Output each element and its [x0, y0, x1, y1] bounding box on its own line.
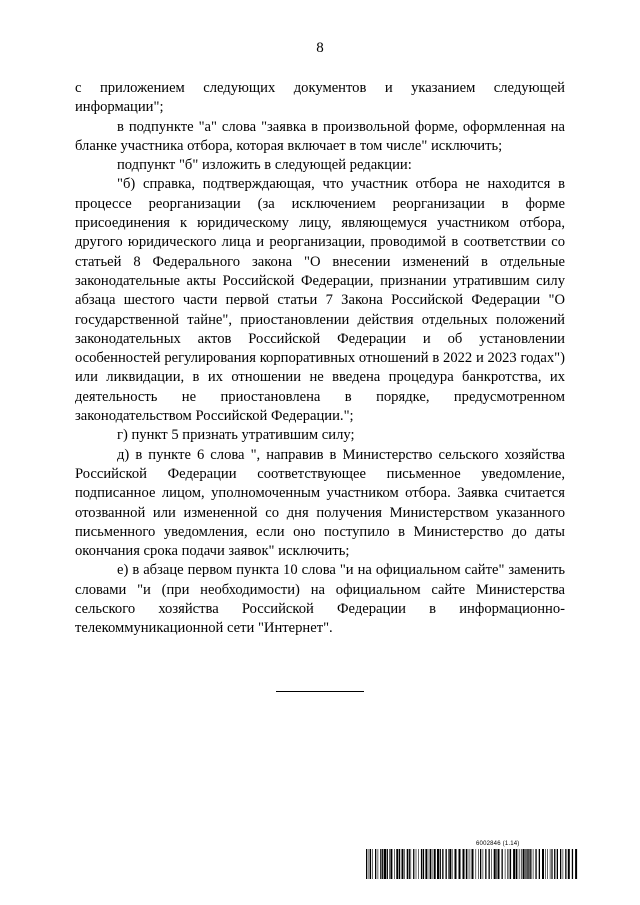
paragraph-subitem-b-text: "б) справка, подтверждающая, что участник отбора не находится в процессе реорганизации (за исключением реорганизации в форме присоединения к юридическому лицу, являющемуся участником отбора, другого юридического лица и реорганизации, проводимой в соответствии со статьей 8 Федерального закона "О внесении изменений в отдельные законодательные акты Российской Федерации, признании утратившим силу абзаца шестого части первой статьи 7 Закона Российской Федерации "О государственной тайне", приостановлении действия отдельных положений законодательных актов Российской Федерации и об установлении особенностей регулирования корпоративных отношений в 2022 и 2023 годах") или ликвидации, в их отношении не введена процедура банкротства, их деятельность не приостановлена в порядке, предусмотренном законодательством Российской Федерации."; [75, 176, 565, 425]
barcode-bar [472, 849, 474, 879]
barcode-bar [528, 849, 529, 879]
paragraph-item-g: г) пункт 5 признать утратившим силу; [117, 427, 355, 444]
barcode-bar [535, 849, 536, 879]
barcode-bar [542, 849, 544, 879]
barcode-bar [440, 849, 441, 879]
barcode-bar [518, 849, 519, 879]
barcode-bar [375, 849, 376, 879]
barcode-bar [489, 849, 490, 879]
barcode-bar [509, 849, 510, 879]
barcode-bar [448, 849, 449, 879]
barcode-bar [430, 849, 431, 879]
barcode-bar [470, 849, 471, 879]
barcode-bar [407, 849, 408, 879]
barcode-bar [369, 849, 370, 879]
barcode-bar [485, 849, 486, 879]
barcode-bar [510, 849, 511, 879]
barcode-bar [568, 849, 570, 879]
barcode-bar [416, 849, 417, 879]
barcode-bar [505, 849, 506, 879]
barcode-bar [507, 849, 508, 879]
barcode-bar [390, 849, 392, 879]
barcode-bar [404, 849, 405, 879]
barcode-bar [521, 849, 522, 879]
barcode-bar [513, 849, 515, 879]
paragraph-subitem-a: в подпункте "а" слова "заявка в произвольной форме, оформленная на бланке участника отбора, которая включает в том числе" исключить; [75, 118, 565, 154]
barcode-bar [396, 849, 398, 879]
barcode-bar [413, 849, 414, 879]
end-divider-line [276, 691, 364, 692]
barcode-bar [554, 849, 555, 879]
barcode-bar [468, 849, 469, 879]
barcode-bar [530, 849, 531, 879]
barcode-bar [372, 849, 373, 879]
barcode-bar [550, 849, 551, 879]
paragraph-item-e: е) в абзаце первом пункта 10 слова "и на официальном сайте" заменить словами "и (при необходимости) на официальном сайте Министерства сельского хозяйства Российской Федерации в информационно-телекоммуникационной сети "Интернет". [75, 562, 565, 637]
barcode-bar [480, 849, 481, 879]
barcode-bar [402, 849, 404, 879]
barcode-bar [442, 849, 443, 879]
barcode-bar [429, 849, 430, 879]
barcode-bar [525, 849, 526, 879]
paragraph-subitem-b-intro: подпункт "б" изложить в следующей редакции: [117, 157, 412, 174]
barcode-bar [563, 849, 564, 879]
barcode-bar [425, 849, 427, 879]
barcode-bar [384, 849, 386, 879]
barcode-bar [478, 849, 479, 879]
barcode-bar [455, 849, 457, 879]
barcode-bar [432, 849, 433, 879]
barcode-bar [552, 849, 553, 879]
barcode-bar [547, 849, 548, 879]
barcode-bar [572, 849, 573, 879]
barcode-bar [494, 849, 496, 879]
barcode-bar [520, 849, 521, 879]
barcode-bar [526, 849, 527, 879]
barcode-bar [476, 849, 477, 879]
barcode-bar [382, 849, 383, 879]
paragraph-item-d: д) в пункте 6 слова ", направив в Министерство сельского хозяйства Российской Федерации соответствующее письменное уведомление, подписанное лицом, уполномоченным участником отбора. Заявка считается отозванной или измененной со дня получения Министерством указанного письменного уведомления, если оно поступило в Министерство до даты окончания срока подачи заявок" исключить; [75, 446, 565, 560]
barcode-bar [483, 849, 484, 879]
barcode-bar [498, 849, 500, 879]
barcode-bar [434, 849, 436, 879]
barcode-bar [389, 849, 390, 879]
barcode-bar [446, 849, 447, 879]
barcode-bar [545, 849, 546, 879]
barcode-bar [565, 849, 566, 879]
barcode-bar [394, 849, 395, 879]
barcode-bar [449, 849, 451, 879]
barcode-bar [551, 849, 552, 879]
barcode-bar [418, 849, 419, 879]
barcode-bar [409, 849, 410, 879]
barcode-bar [575, 849, 577, 879]
barcode-bar [370, 849, 371, 879]
barcode-bar [560, 849, 561, 879]
barcode-bar [516, 849, 517, 879]
barcode-image [366, 849, 578, 879]
barcode-bar [366, 849, 367, 879]
barcode-bar [496, 849, 497, 879]
barcode-bar [539, 849, 540, 879]
barcode-code-label: 6002846 (1.14) [476, 841, 520, 847]
paragraph-continuation: с приложением следующих документов и указанием следующей информации"; [75, 80, 565, 116]
barcode-bar [380, 849, 381, 879]
document-body [75, 79, 565, 639]
barcode-bar [491, 849, 492, 879]
barcode-bar [387, 849, 388, 879]
barcode-bar [523, 849, 525, 879]
barcode-bar [557, 849, 558, 879]
barcode-bar [533, 849, 534, 879]
barcode-bar [466, 849, 467, 879]
barcode-bar [421, 849, 422, 879]
barcode-bar [378, 849, 379, 879]
barcode-bar [463, 849, 465, 879]
barcode-bar [459, 849, 461, 879]
barcode-bar [423, 849, 424, 879]
page-number: 8 [316, 40, 324, 56]
barcode-bar [437, 849, 439, 879]
barcode-bar [411, 849, 412, 879]
barcode-bar [452, 849, 453, 879]
barcode-bar [399, 849, 400, 879]
barcode-bar [502, 849, 503, 879]
